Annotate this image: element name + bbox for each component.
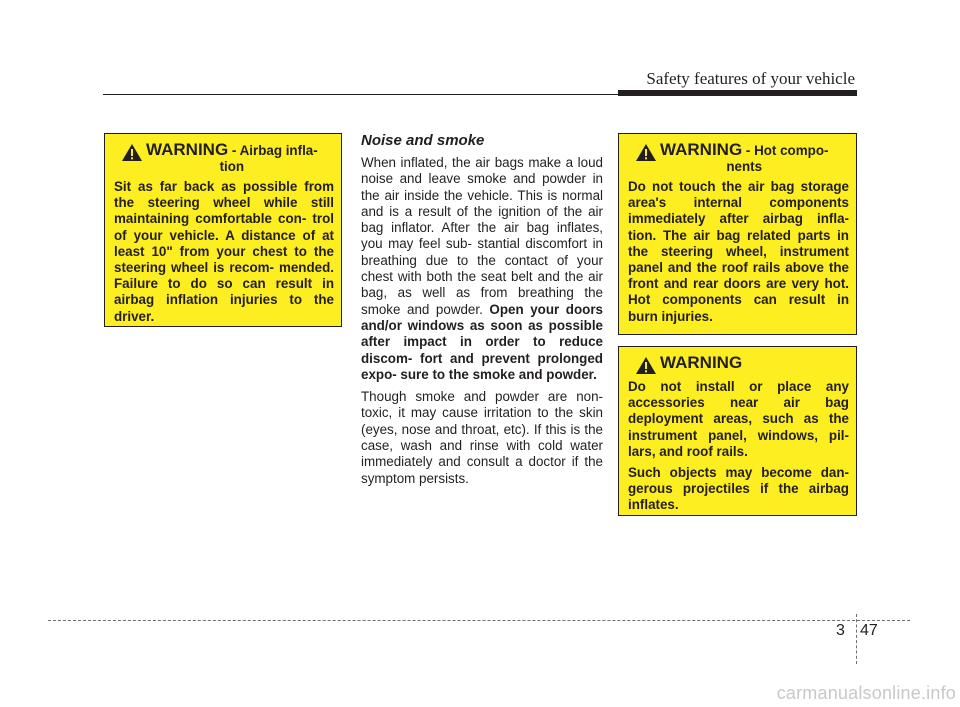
paragraph-1 — [361, 155, 603, 383]
footer-dashed-rule — [48, 620, 910, 621]
warning-triangle-icon — [121, 143, 143, 162]
warning-subject-cont: tion — [219, 159, 245, 174]
warning-triangle-icon — [635, 356, 657, 375]
header-rule-thick — [618, 90, 857, 96]
warning-box-hot-components — [618, 133, 857, 335]
warning-triangle-icon — [635, 143, 657, 162]
warning-word: WARNING — [660, 353, 743, 372]
warning-body: Sit as far back as possible from the steering wheel while still maintaining comfortable con- trol of your vehicle. A distance of at least 10" from your chest to the steering wheel is recom- mended. Failure to do so can result in airbag inflation injuries to the driver. — [114, 179, 334, 324]
warning-body: Do not touch the air bag storage area's internal components immediately after airbag infla- tion. The air bag related parts in the steering wheel, instrument panel and the roof rails above the front and rear doors are very hot. Hot components can result in burn injuries. — [628, 179, 849, 324]
warning-header — [114, 142, 334, 175]
warning-header — [628, 142, 849, 175]
warning-word: WARNING — [660, 140, 743, 159]
header-rule-thin — [103, 94, 618, 95]
warning-box-airbag-inflation — [104, 133, 342, 327]
page-number-separator — [856, 614, 857, 664]
warning-body-2: Such objects may become dan- gerous projectiles if the airbag inflates. — [628, 465, 849, 513]
warning-title — [660, 142, 828, 175]
warning-subject: - Airbag infla- — [231, 143, 318, 158]
warning-box-accessories — [618, 346, 857, 516]
warning-header — [628, 355, 849, 375]
warning-subject: - Hot compo- — [745, 143, 829, 158]
chapter-number: 3 — [836, 622, 845, 639]
paragraph-1-emphasis: Open your doors and/or windows as soon as possible after impact in order to reduce discom- fort and prevent prolonged expo- sure to the smoke and powder. — [361, 301, 603, 382]
section-heading: Noise and smoke — [361, 132, 485, 149]
warning-subject-cont: nents — [726, 159, 763, 174]
warning-title — [660, 355, 742, 372]
page-number: 47 — [860, 622, 878, 639]
watermark: carmanualsonline.info — [776, 683, 956, 703]
warning-word: WARNING — [146, 140, 229, 159]
section-title: Safety features of your vehicle — [646, 69, 855, 88]
warning-title — [146, 142, 318, 175]
paragraph-1-text: When inflated, the air bags make a loud noise and leave smoke and powder in the air inside the vehicle. This is normal and is a result of the ignition of the air bag inflator. After the air bag inflates, you may feel sub- stantial discomfort in breathing due to the contact of your chest with both the seat belt and the air bag, as well as from breathing the smoke and powder. — [361, 155, 603, 317]
noise-and-smoke-section — [361, 132, 603, 493]
warning-body-1: Do not install or place any accessories near air bag deployment areas, such as the instrument panel, windows, pil- lars, and roof rails. — [628, 379, 849, 459]
paragraph-2: Though smoke and powder are non- toxic, it may cause irritation to the skin (eyes, nose and throat, etc). If this is the case, wash and rinse with cold water immediately and consult a doctor if the symptom persists. — [361, 389, 603, 486]
